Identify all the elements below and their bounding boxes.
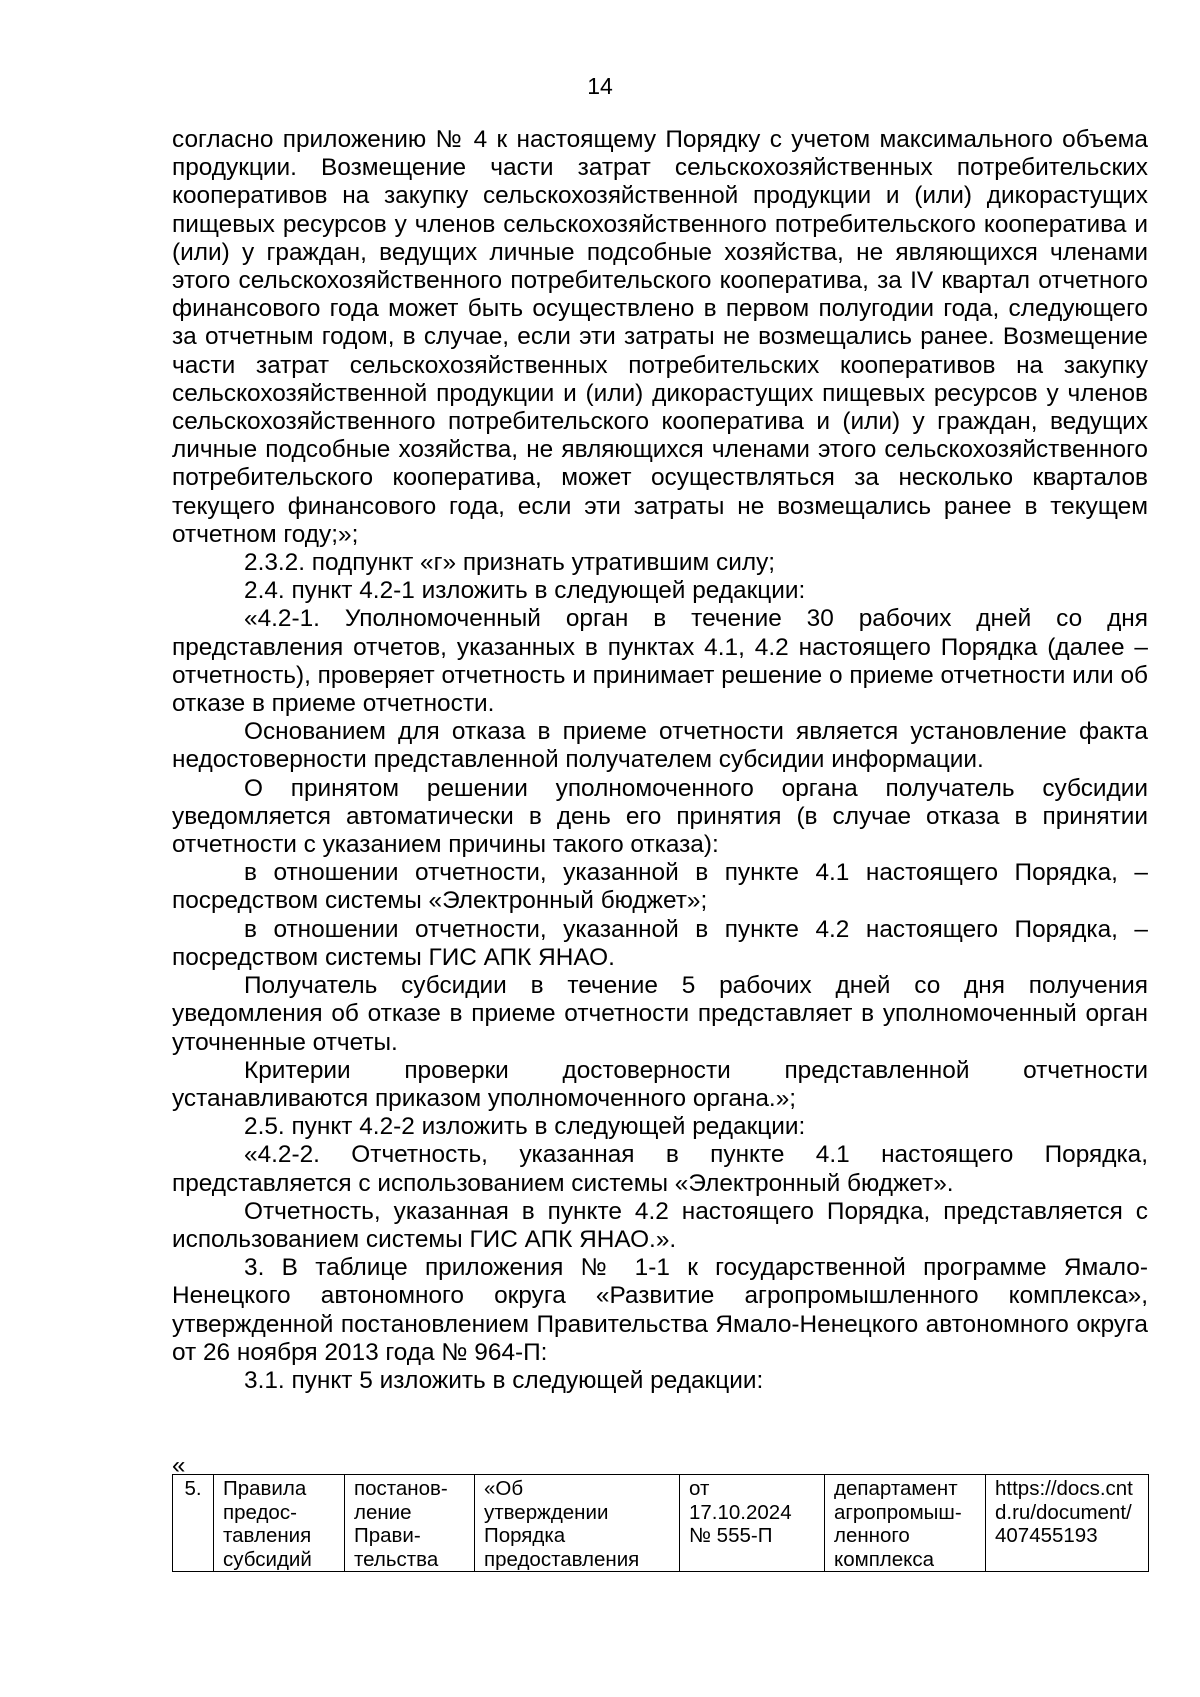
- table-cell-document-title: Правила предос- тавления субсидий: [214, 1475, 345, 1572]
- paragraph: 2.3.2. подпункт «г» признать утратившим силу;: [244, 549, 776, 577]
- paragraph: Отчетность, указанная в пункте 4.2 настоящего Порядка, представляется с использованием системы ГИС АПК ЯНАО.».: [172, 1197, 1148, 1253]
- paragraph: Критерии проверки достоверности представленной отчетности устанавливаются приказом уполномоченного органа.»;: [172, 1056, 1148, 1112]
- page-number: 14: [587, 73, 613, 99]
- opening-quote-mark: «: [172, 1452, 186, 1479]
- paragraph: 2.5. пункт 4.2-2 изложить в следующей редакции:: [244, 1113, 806, 1141]
- paragraph: 3. В таблице приложения № 1-1 к государственной программе Ямало-Ненецкого автономного округа «Развитие агропромышленного комплекса», утвержденной постановлением Правительства Ямало-Ненецкого автономного округа от 26 ноября 2013 года № 964-П:: [172, 1254, 1148, 1366]
- paragraph: 2.4. пункт 4.2-1 изложить в следующей редакции:: [244, 577, 806, 605]
- paragraph: «4.2-1. Уполномоченный орган в течение 30 рабочих дней со дня представления отчетов, указанных в пунктах 4.1, 4.2 настоящего Порядка (далее – отчетность), проверяет отчетность и принимает решение о приеме отчетности или об отказе в приеме отчетности.: [172, 605, 1148, 718]
- table-cell-document-name: «Об утверждении Порядка предоставления: [475, 1475, 680, 1572]
- paragraph: «4.2-2. Отчетность, указанная в пункте 4.1 настоящего Порядка, представляется с использованием системы «Электронный бюджет».: [172, 1141, 1148, 1197]
- table-cell-document-date: от 17.10.2024 № 555-П: [680, 1475, 825, 1572]
- document-body: [172, 126, 1148, 1395]
- table-cell-document-link: https://docs.cnt d.ru/document/ 407455193: [986, 1475, 1149, 1572]
- paragraph: Основанием для отказа в приеме отчетности является установление факта недостоверности представленной получателем субсидии информации.: [172, 718, 1148, 774]
- paragraph: согласно приложению № 4 к настоящему Порядку с учетом максимального объема продукции. Возмещение части затрат сельскохозяйственных потребительских кооперативов на закупку сельскохозяйственной продукции и (или) дикорастущих пищевых ресурсов у членов сельскохозяйственного потребительского кооператива и (или) у граждан, ведущих личные подсобные хозяйства, не являющихся членами этого сельскохозяйственного потребительского кооператива, за IV квартал отчетного финансового года может быть осуществлено в первом полугодии года, следующего за отчетным годом, в случае, если эти затраты не возмещались ранее. Возмещение части затрат сельскохозяйственных потребительских кооперативов на закупку сельскохозяйственной продукции и (или) дикорастущих пищевых ресурсов у членов сельскохозяйственного потребительского кооператива и (или) у граждан, ведущих личные подсобные хозяйства, не являющихся членами этого сельскохозяйственного потребительского кооператива, может осуществляться за несколько кварталов текущего финансового года, если эти затраты не возмещались ранее в текущем отчетном году;»;: [172, 126, 1148, 548]
- table-cell-document-type: постанов- ление Прави- тельства: [345, 1475, 475, 1572]
- paragraph: в отношении отчетности, указанной в пункте 4.2 настоящего Порядка, – посредством системы ГИС АПК ЯНАО.: [172, 915, 1148, 971]
- program-table: [172, 1474, 1149, 1572]
- table-cell-responsible-department: департамент агропромыш- ленного комплекса: [825, 1475, 986, 1572]
- paragraph: Получатель субсидии в течение 5 рабочих дней со дня получения уведомления об отказе в приеме отчетности представляет в уполномоченный орган уточненные отчеты.: [172, 972, 1148, 1056]
- table-row: [173, 1475, 1149, 1572]
- paragraph: в отношении отчетности, указанной в пункте 4.1 настоящего Порядка, – посредством системы «Электронный бюджет»;: [172, 859, 1148, 915]
- paragraph: 3.1. пункт 5 изложить в следующей редакции:: [244, 1366, 764, 1394]
- table-cell-item-number: 5.: [173, 1475, 214, 1572]
- paragraph: О принятом решении уполномоченного органа получатель субсидии уведомляется автоматически в день его принятия (в случае отказа в принятии отчетности с указанием причины такого отказа):: [172, 774, 1148, 859]
